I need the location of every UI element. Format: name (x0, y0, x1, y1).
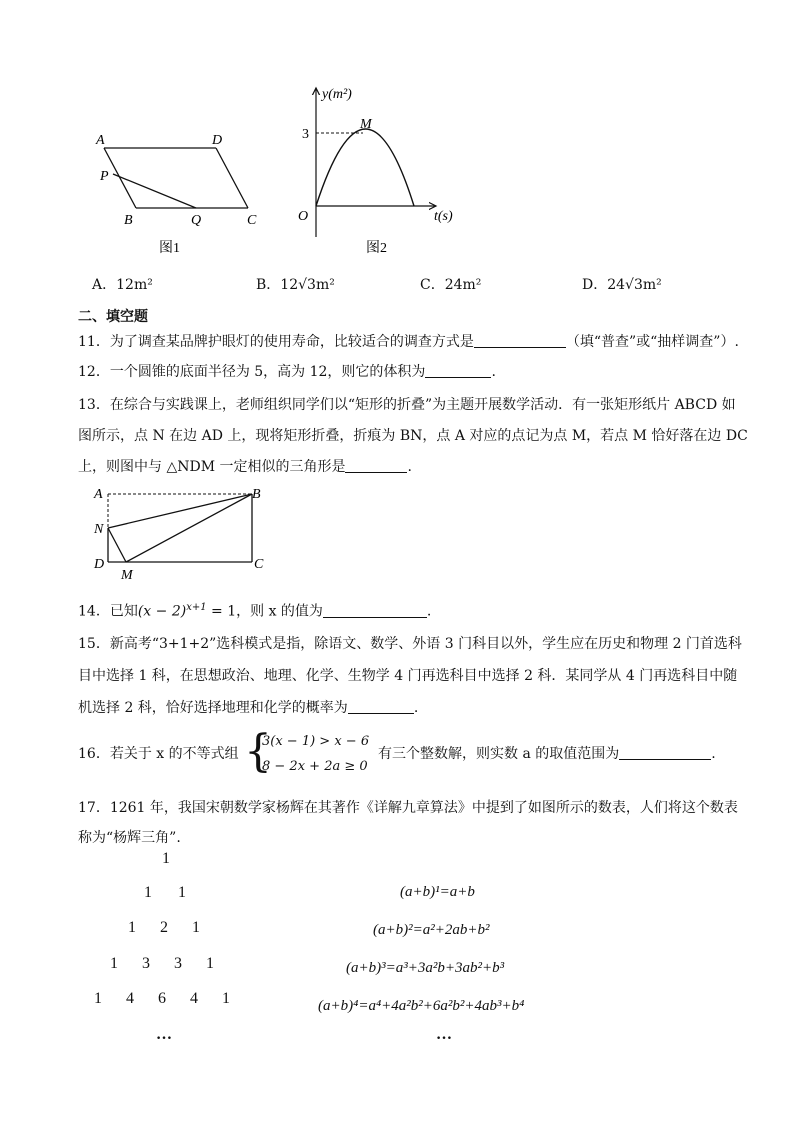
yanghui-row-2: 1 1 (144, 884, 186, 901)
formula-power-1: (a+b)¹=a+b (400, 884, 475, 900)
point-label-B: B (124, 213, 133, 228)
y-axis-label: y(m²) (322, 87, 352, 102)
question-13-line-2: 图所示，点 N 在边 AD 上，现将矩形折叠，折痕为 BN，点 A 对应的点记为点 M，若点 M 恰好落在边 DC (78, 428, 748, 444)
formula-power-2: (a+b)²=a²+2ab+b² (373, 922, 490, 938)
origin-label: O (298, 209, 309, 224)
inequality-1: 3(x − 1) > x − 6 (262, 734, 370, 749)
rect-label-C: C (254, 557, 264, 572)
figure-2-caption: 图2 (366, 241, 387, 256)
inequality-brace: { (244, 726, 272, 777)
answer-blank-11[interactable] (474, 333, 566, 348)
question-15-line-2: 目中选择 1 科，在思想政治、地理、化学、生物学 4 门再选科目中选择 2 科．某同学从 4 门再选科目中随 (78, 668, 738, 684)
point-label-D: D (212, 133, 223, 148)
question-15-line-1: 15．新高考“3+1+2”选科模式是指，除语文、数学、外语 3 门科目以外，学生应在历史和物理 2 门首选科 (78, 636, 742, 652)
figure-1-parallelogram (88, 128, 278, 258)
point-label-A: A (96, 133, 105, 148)
question-11: 11．为了调查某品牌护眼灯的使用寿命，比较适合的调查方式是 （填“普查”或“抽样调查”）. (78, 334, 739, 350)
question-13-line-1: 13．在综合与实践课上，老师组织同学们以“矩形的折叠”为主题开展数学活动．有一张矩形纸片 ABCD 如 (78, 397, 736, 413)
yanghui-row-4: 1 3 3 1 (110, 955, 214, 972)
rect-label-B: B (252, 487, 261, 502)
rect-label-A: A (94, 487, 103, 502)
formulas-ellipsis: … (436, 1026, 452, 1043)
rect-label-N: N (94, 522, 104, 537)
option-b[interactable]: B．12√3m² (256, 277, 335, 293)
question-13-line-3: 上，则图中与 △NDM 一定相似的三角形是 . (78, 459, 412, 475)
yanghui-row-1: 1 (162, 850, 170, 867)
question-16-rest: 有三个整数解，则实数 a 的取值范围为 . (378, 746, 716, 762)
point-label-C: C (247, 213, 257, 228)
point-label-Q: Q (191, 213, 202, 228)
option-c[interactable]: C．24m² (420, 277, 482, 293)
question-14: 14．已知$(x - 2)^{x+1} = 1$，则 x 的值为 . (78, 602, 432, 620)
formula-power-3: (a+b)³=a³+3a²b+3ab²+b³ (346, 960, 505, 976)
yanghui-ellipsis: … (156, 1026, 172, 1043)
section-title: 二、填空题 (78, 309, 148, 325)
option-a[interactable]: A．12m² (92, 277, 153, 293)
point-label-P: P (100, 169, 109, 184)
inequality-2: 8 − 2x + 2a ≥ 0 (262, 759, 368, 774)
graph-curve (316, 129, 414, 206)
formula-power-4: (a+b)⁴=a⁴+4a²b²+6a²b²+4ab³+b⁴ (318, 998, 525, 1014)
y-tick-3: 3 (302, 127, 309, 142)
question-12: 12．一个圆锥的底面半径为 5，高为 12，则它的体积为 . (78, 364, 496, 380)
question-17-line-2: 称为“杨辉三角”. (78, 830, 181, 846)
rect-label-D: D (94, 557, 105, 572)
question-15-line-3: 机选择 2 科，恰好选择地理和化学的概率为 . (78, 700, 419, 716)
answer-blank-15[interactable] (348, 699, 414, 714)
figure-rectangle-fold (88, 482, 278, 584)
figure-2-graph (288, 82, 468, 258)
answer-blank-13[interactable] (345, 458, 407, 473)
peak-label-M: M (360, 117, 372, 132)
figure-1-caption: 图1 (159, 241, 180, 256)
answer-blank-16[interactable] (619, 745, 711, 760)
answer-blank-14[interactable] (323, 603, 427, 618)
option-d[interactable]: D．24√3m² (582, 277, 662, 293)
x-axis-label: t(s) (434, 209, 453, 224)
question-16-prefix: 16．若关于 x 的不等式组 (78, 746, 239, 762)
rect-label-M: M (121, 568, 133, 583)
yanghui-row-3: 1 2 1 (128, 919, 200, 936)
question-17-line-1: 17．1261 年，我国宋朝数学家杨辉在其著作《详解九章算法》中提到了如图所示的数表，人们将这个数表 (78, 800, 738, 816)
answer-blank-12[interactable] (425, 363, 491, 378)
yanghui-row-5: 1 4 6 4 1 (94, 990, 230, 1007)
